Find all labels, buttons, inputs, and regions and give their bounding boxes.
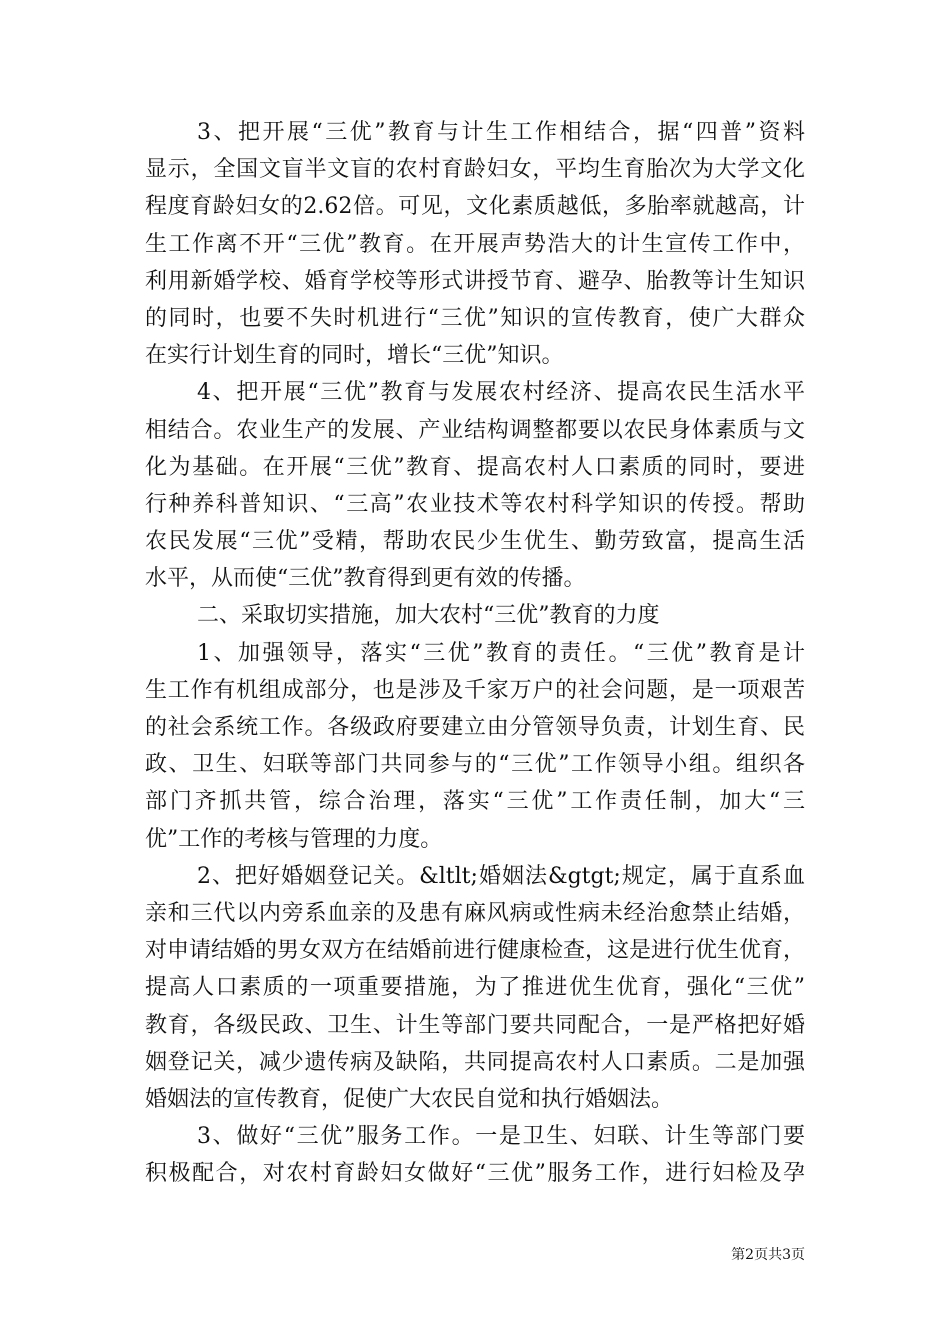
paragraph-4-line: 婚姻法的宣传教育，促使广大农民自觉和执行婚姻法。: [145, 1086, 674, 1112]
paragraph-4-line: 教育，各级民政、卫生、计生等部门要共同配合，一是严格把好婚: [145, 1012, 805, 1038]
section-heading: 二、采取切实措施，加大农村“三优”教育的力度: [197, 603, 660, 629]
body-text: [145, 114, 805, 1192]
paragraph-3-line: 生工作有机组成部分，也是涉及千家万户的社会问题，是一项艰苦: [145, 677, 805, 703]
paragraph-4-line: 提高人口素质的一项重要措施，为了推进优生优育，强化“三优”: [145, 975, 805, 1001]
paragraph-1-line: 利用新婚学校、婚育学校等形式讲授节育、避孕、胎教等计生知识: [145, 268, 805, 294]
paragraph-1-line: 3、把开展“三优”教育与计生工作相结合，据“四普”资料: [197, 120, 805, 145]
paragraph-3-line: 优”工作的考核与管理的力度。: [145, 826, 443, 852]
paragraph-2-line: 4、把开展“三优”教育与发展农村经济、提高农民生活水平: [197, 380, 805, 406]
paragraph-5-line: 积极配合，对农村育龄妇女做好“三优”服务工作，进行妇检及孕: [145, 1161, 805, 1187]
paragraph-1-line: 的同时，也要不失时机进行“三优”知识的宣传教育，使广大群众: [145, 305, 805, 331]
paragraph-2-line: 行种养科普知识、“三高”农业技术等农村科学知识的传授。帮助: [145, 491, 805, 517]
paragraph-2-line: 农民发展“三优”受精，帮助农民少生优生、勤劳致富，提高生活: [145, 529, 805, 555]
paragraph-2-line: 相结合。农业生产的发展、产业结构调整都要以农民身体素质与文: [145, 417, 805, 443]
paragraph-4-line: 姻登记关，减少遗传病及缺陷，共同提高农村人口素质。二是加强: [145, 1049, 805, 1075]
paragraph-2-line: 化为基础。在开展“三优”教育、提高农村人口素质的同时，要进: [145, 454, 805, 480]
paragraph-4-line: 亲和三代以内旁系血亲的及患有麻风病或性病未经治愈禁止结婚，: [145, 900, 805, 926]
paragraph-1-line: 生工作离不开“三优”教育。在开展声势浩大的计生宣传工作中，: [145, 231, 805, 257]
paragraph-3-line: 政、卫生、妇联等部门共同参与的“三优”工作领导小组。组织各: [145, 752, 805, 778]
paragraph-4-line: 2、把好婚姻登记关。&ltlt;婚姻法&gtgt;规定，属于直系血: [197, 863, 805, 889]
paragraph-1-line: 在实行计划生育的同时，增长“三优”知识。: [145, 343, 564, 369]
page-number-footer: 第2页共3页: [731, 1247, 805, 1263]
paragraph-2-line: 水平，从而使“三优”教育得到更有效的传播。: [145, 566, 586, 592]
paragraph-1-line: 显示，全国文盲半文盲的农村育龄妇女，平均生育胎次为大学文化: [145, 157, 805, 183]
paragraph-3-line: 的社会系统工作。各级政府要建立由分管领导负责，计划生育、民: [145, 715, 805, 740]
paragraph-5-line: 3、做好“三优”服务工作。一是卫生、妇联、计生等部门要: [197, 1124, 805, 1150]
paragraph-4-line: 对申请结婚的男女双方在结婚前进行健康检查，这是进行优生优育，: [145, 938, 806, 964]
paragraph-1-line: 程度育龄妇女的2.62倍。可见，文化素质越低，多胎率就越高，计: [145, 194, 805, 220]
paragraph-3-line: 部门齐抓共管，综合治理，落实“三优”工作责任制，加大“三: [145, 789, 805, 815]
paragraph-3-line: 1、加强领导，落实“三优”教育的责任。“三优”教育是计: [197, 640, 805, 666]
